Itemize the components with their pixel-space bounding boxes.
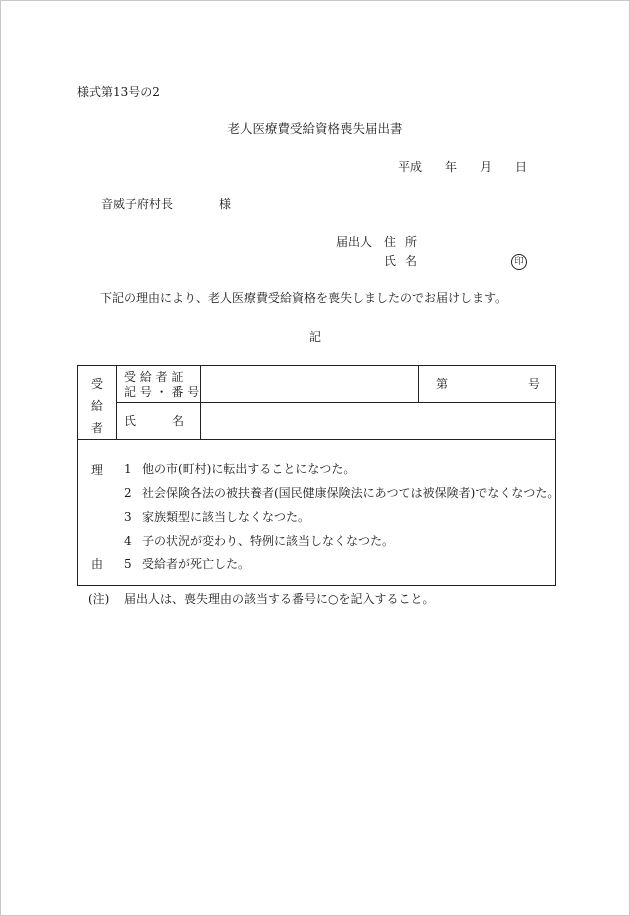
reasons-side-label-top: 理 <box>90 463 103 477</box>
date-year-label: 年 <box>445 160 458 174</box>
date-day-label: 日 <box>515 160 528 174</box>
addressee-name: 音威子府村長 <box>101 197 174 211</box>
statement-text: 下記の理由により、老人医療費受給資格を喪失しましたのでお届けします。 <box>100 291 508 305</box>
reason-item-5 <box>124 555 250 572</box>
reason-item-2 <box>124 484 559 501</box>
applicant-name-label: 氏名 <box>384 254 427 268</box>
reason-text: 家族類型に該当しなくなつた。 <box>142 510 311 524</box>
recipient-side-char-1: 受 <box>90 377 103 391</box>
number-suffix: 号 <box>528 377 541 391</box>
applicant-label: 届出人 <box>336 235 373 249</box>
reasons-side-label-bottom: 由 <box>90 557 103 571</box>
cert-label-line1: 受 給 者 証 <box>124 370 184 384</box>
reason-item-1 <box>124 460 355 477</box>
reason-number: 1 <box>124 462 132 476</box>
reason-item-4 <box>124 532 394 549</box>
form-table <box>77 365 560 586</box>
cert-label-line2: 記 号 ・ 番 号 <box>124 385 200 399</box>
recipient-side-label <box>78 373 116 439</box>
reason-number: 2 <box>124 486 132 500</box>
recipient-side-char-3: 者 <box>90 421 103 435</box>
row-divider-reasons <box>78 439 555 440</box>
date-era: 平成 <box>398 160 423 174</box>
reason-text: 子の状況が変わり、特例に該当しなくなつた。 <box>142 534 395 548</box>
footnote-label: (注) <box>88 592 110 606</box>
recipient-side-char-2: 給 <box>90 399 103 413</box>
footnote <box>88 593 434 605</box>
reason-number: 5 <box>124 557 132 571</box>
date-month-label: 月 <box>480 160 493 174</box>
reason-number: 4 <box>124 534 132 548</box>
reason-number: 3 <box>124 510 132 524</box>
form-number: 様式第13号の2 <box>77 85 160 99</box>
col-divider-label <box>200 366 201 439</box>
addressee-honorific: 様 <box>219 197 232 211</box>
reason-item-3 <box>124 508 310 525</box>
reason-text: 社会保険各法の被扶養者(国民健康保険法にあつては被保険者)でなくなつた。 <box>142 486 560 500</box>
document-title: 老人医療費受給資格喪失届出書 <box>227 121 403 136</box>
address-label: 住所 <box>384 235 427 249</box>
seal-mark: 印 <box>511 254 527 270</box>
ki-heading: 記 <box>308 330 321 344</box>
number-prefix: 第 <box>436 377 449 391</box>
reason-text: 受給者が死亡した。 <box>142 557 251 571</box>
col-divider-side <box>116 366 117 439</box>
footnote-text: 届出人は、喪失理由の該当する番号に○を記入すること。 <box>124 592 435 606</box>
recipient-name-label: 氏 名 <box>124 414 185 428</box>
col-divider-number <box>418 366 419 402</box>
row-divider-recipient <box>116 402 555 403</box>
reason-text: 他の市(町村)に転出することになつた。 <box>142 462 356 476</box>
